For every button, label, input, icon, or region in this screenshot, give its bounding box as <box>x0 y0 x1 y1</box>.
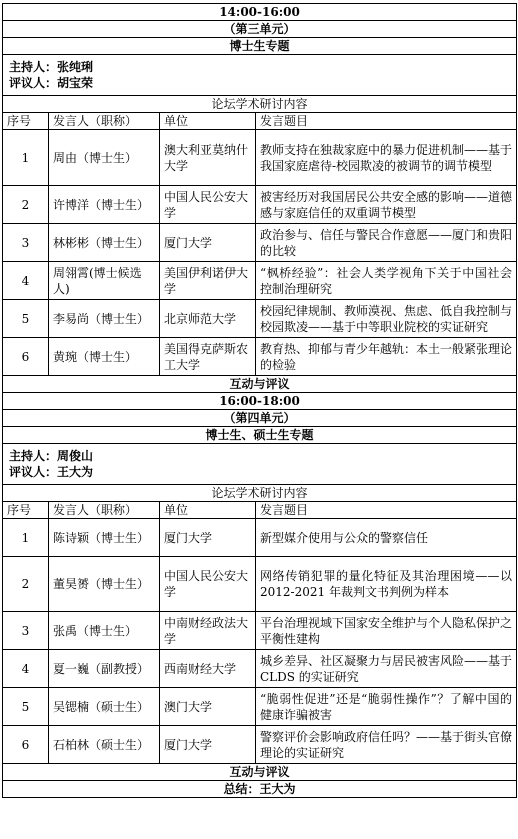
table-row <box>3 519 517 557</box>
session-closing-row <box>3 376 517 393</box>
row-topic: 新型媒介使用与公众的警察信任 <box>256 519 517 557</box>
summary-row <box>3 781 517 798</box>
session-unit-row <box>3 410 517 427</box>
table-row <box>3 612 517 650</box>
session-closing: 互动与评议 <box>3 376 517 393</box>
header-topic: 发言题目 <box>256 502 517 519</box>
row-speaker: 黄琬（博士生） <box>49 338 160 376</box>
header-no: 序号 <box>3 113 49 130</box>
row-topic: 教育热、抑郁与青少年越轨：本土一般紧张理论的检验 <box>256 338 517 376</box>
header-unit: 单位 <box>160 502 256 519</box>
row-unit: 澳大利亚莫纳什大学 <box>160 130 256 186</box>
row-unit: 厦门大学 <box>160 726 256 764</box>
row-speaker: 吴锶楠（硕士生） <box>49 688 160 726</box>
row-number: 5 <box>3 300 49 338</box>
table-row <box>3 300 517 338</box>
row-number: 3 <box>3 224 49 262</box>
summary: 总结：王大为 <box>3 781 517 798</box>
session-time: 16:00-18:00 <box>3 393 517 410</box>
table-row <box>3 650 517 688</box>
session-theme: 博士生、硕士生专题 <box>3 427 517 444</box>
row-number: 6 <box>3 338 49 376</box>
header-speaker: 发言人（职称） <box>49 502 160 519</box>
section-title-row <box>3 485 517 502</box>
row-speaker: 李易尚（博士生） <box>49 300 160 338</box>
row-unit: 厦门大学 <box>160 224 256 262</box>
row-unit: 美国得克萨斯农工大学 <box>160 338 256 376</box>
row-number: 2 <box>3 186 49 224</box>
header-unit: 单位 <box>160 113 256 130</box>
row-speaker: 夏一巍（副教授） <box>49 650 160 688</box>
section-title-row <box>3 96 517 113</box>
session-unit-row <box>3 21 517 38</box>
row-number: 1 <box>3 519 49 557</box>
row-unit: 中国人民公安大学 <box>160 186 256 224</box>
session-host-row <box>3 55 517 96</box>
row-topic: 被害经历对我国居民公共安全感的影响——道德感与家庭信任的双重调节模型 <box>256 186 517 224</box>
row-number: 2 <box>3 557 49 612</box>
session-time-row <box>3 393 517 410</box>
row-speaker: 许博洋（博士生） <box>49 186 160 224</box>
row-unit: 厦门大学 <box>160 519 256 557</box>
row-number: 5 <box>3 688 49 726</box>
section-title: 论坛学术研讨内容 <box>3 485 517 502</box>
row-topic: 城乡差异、社区凝聚力与居民被害风险——基于 CLDS 的实证研究 <box>256 650 517 688</box>
row-unit: 美国伊利诺伊大学 <box>160 262 256 300</box>
column-header-row <box>3 502 517 519</box>
session-theme-row <box>3 427 517 444</box>
session-unit: （第三单元） <box>3 21 517 38</box>
table-row <box>3 688 517 726</box>
session-theme: 博士生专题 <box>3 38 517 55</box>
row-speaker: 张禹（博士生） <box>49 612 160 650</box>
session-time: 14:00-16:00 <box>3 4 517 21</box>
session-host: 主持人：张纯琍 <box>9 60 94 74</box>
table-row <box>3 557 517 612</box>
row-topic: 教师支持在独裁家庭中的暴力促进机制——基于我国家庭虐待-校园欺凌的被调节的调节模型 <box>256 130 517 186</box>
table-row <box>3 726 517 764</box>
table-row <box>3 186 517 224</box>
session-unit: （第四单元） <box>3 410 517 427</box>
header-topic: 发言题目 <box>256 113 517 130</box>
row-speaker: 陈诗颖（博士生） <box>49 519 160 557</box>
row-topic: 校园纪律规制、教师漠视、焦虑、低自我控制与校园欺凌——基于中等职业院校的实证研究 <box>256 300 517 338</box>
session-time-row <box>3 4 517 21</box>
row-number: 1 <box>3 130 49 186</box>
row-number: 3 <box>3 612 49 650</box>
schedule-table <box>2 3 517 798</box>
table-row <box>3 338 517 376</box>
row-unit: 中南财经政法大学 <box>160 612 256 650</box>
row-unit: 澳门大学 <box>160 688 256 726</box>
row-number: 4 <box>3 650 49 688</box>
row-topic: 平台治理视域下国家安全维护与个人隐私保护之平衡性建构 <box>256 612 517 650</box>
column-header-row <box>3 113 517 130</box>
row-unit: 中国人民公安大学 <box>160 557 256 612</box>
row-unit: 西南财经大学 <box>160 650 256 688</box>
row-topic: “脆弱性促进”还是“脆弱性操作”？了解中国的健康诈骗被害 <box>256 688 517 726</box>
session-closing: 互动与评议 <box>3 764 517 781</box>
host-reviewer-cell <box>3 444 517 485</box>
session-host-row <box>3 444 517 485</box>
session-reviewer: 评议人：王大为 <box>9 465 94 479</box>
header-speaker: 发言人（职称） <box>49 113 160 130</box>
schedule-body <box>3 4 517 798</box>
session-closing-row <box>3 764 517 781</box>
row-speaker: 石柏林（硕士生） <box>49 726 160 764</box>
row-number: 4 <box>3 262 49 300</box>
row-speaker: 董昊赟（博士生） <box>49 557 160 612</box>
row-number: 6 <box>3 726 49 764</box>
row-topic: 政治参与、信任与警民合作意愿——厦门和贵阳的比较 <box>256 224 517 262</box>
header-no: 序号 <box>3 502 49 519</box>
table-row <box>3 224 517 262</box>
row-unit: 北京师范大学 <box>160 300 256 338</box>
row-speaker: 周翎霄(博士候选人) <box>49 262 160 300</box>
row-speaker: 林彬彬（博士生） <box>49 224 160 262</box>
section-title: 论坛学术研讨内容 <box>3 96 517 113</box>
table-row <box>3 262 517 300</box>
row-topic: 网络传销犯罪的量化特征及其治理困境——以 2012-2021 年裁判文书判例为样本 <box>256 557 517 612</box>
session-theme-row <box>3 38 517 55</box>
row-topic: 警察评价会影响政府信任吗？——基于街头官僚理论的实证研究 <box>256 726 517 764</box>
row-topic: “枫桥经验”：社会人类学视角下关于中国社会控制治理研究 <box>256 262 517 300</box>
table-row <box>3 130 517 186</box>
session-host: 主持人：周俊山 <box>9 449 94 463</box>
row-speaker: 周由（博士生） <box>49 130 160 186</box>
host-reviewer-cell <box>3 55 517 96</box>
session-reviewer: 评议人：胡宝荣 <box>9 76 94 90</box>
